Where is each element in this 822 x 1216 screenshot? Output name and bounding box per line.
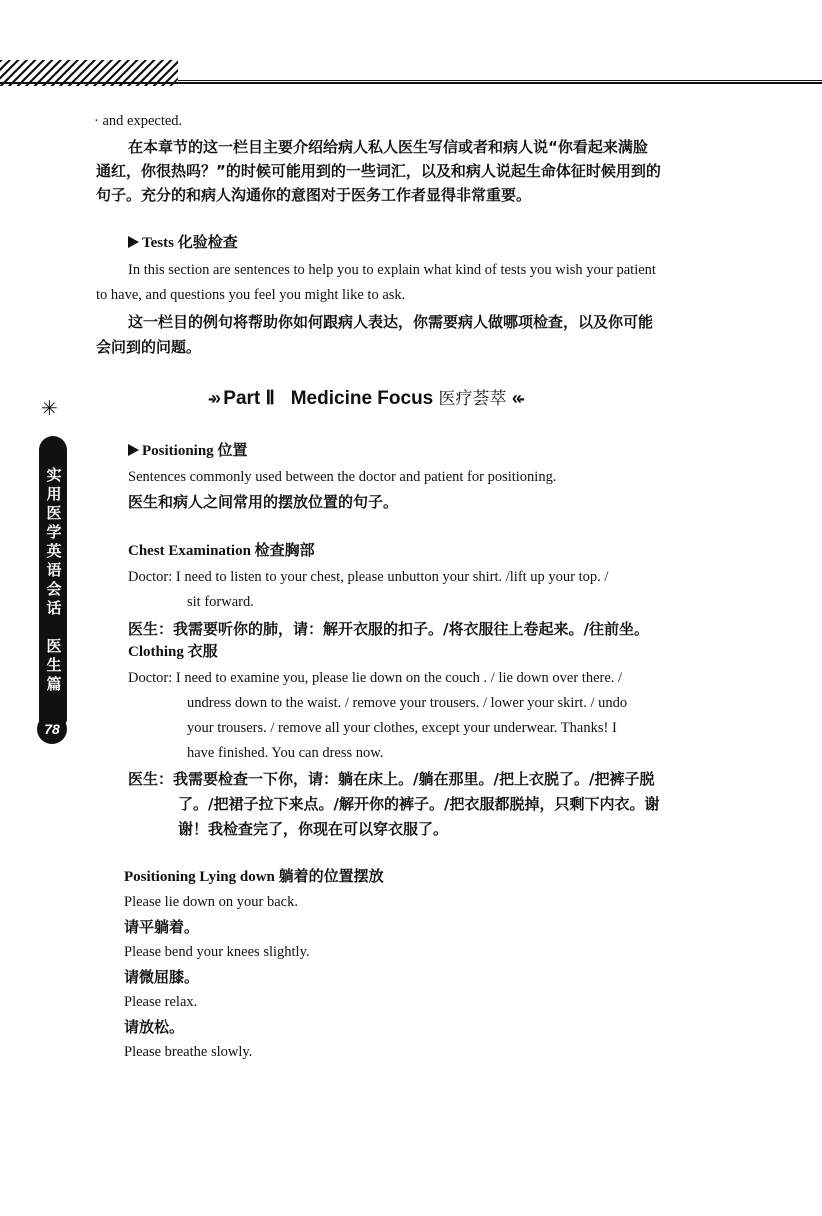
tests-en-1: In this section are sentences to help you to explain what kind of tests you wish your patient [128, 262, 656, 278]
tests-cn-2: 会问到的问题。 [96, 338, 202, 356]
clothing-cn-3: 谢！我检查完了，你现在可以穿衣服了。 [178, 820, 449, 838]
intro-line-0: · and expected. [94, 113, 183, 129]
chest-en-2: sit forward. [187, 594, 254, 610]
positioning-heading-text: Positioning 位置 [142, 443, 248, 459]
header-rule [0, 82, 822, 84]
intro-cn-1: 在本章节的这一栏目主要介绍给病人私人医生写信或者和病人说“你看起来满脸 [128, 138, 648, 156]
intro-line-0-text: and expected. [102, 113, 183, 129]
volume-title: 医生篇 [46, 637, 62, 693]
lying-item: 请平躺着。 [124, 918, 200, 936]
lying-item: Please bend your knees slightly. [124, 944, 310, 960]
triangle-bullet-icon [128, 444, 139, 456]
book-title [45, 466, 63, 694]
tests-cn-1: 这一栏目的例句将帮助你如何跟病人表达，你需要病人做哪项检查，以及你可能 [128, 313, 654, 331]
part-suffix-arrows: «- [511, 388, 522, 408]
header-rule-thin [178, 80, 822, 81]
chest-en-1: Doctor: I need to listen to your chest, please unbutton your shirt. /lift up your top. / [128, 569, 609, 585]
lying-heading: Positioning Lying down 躺着的位置摆放 [124, 869, 384, 885]
part-title-cn: 医疗荟萃 [438, 389, 507, 409]
triangle-bullet-icon [128, 236, 139, 248]
tests-en-2: to have, and questions you feel you might like to ask. [96, 287, 406, 303]
part-title: Part Ⅱ Medicine Focus [223, 388, 434, 409]
book-title-text: 实用医学英语会话 [46, 466, 62, 617]
part-heading [208, 384, 522, 410]
clothing-en-2: undress down to the waist. / remove your trousers. / lower your skirt. / undo [187, 695, 628, 711]
clothing-en-1: Doctor: I need to examine you, please lie down on the couch . / lie down over there. / [128, 670, 623, 686]
clothing-cn-2: 了。/把裙子拉下来点。/解开你的裤子。/把衣服都脱掉，只剩下内衣。谢 [178, 795, 660, 813]
intro-cn-3: 句子。充分的和病人沟通你的意图对于医务工作者显得非常重要。 [96, 186, 532, 204]
page-number: 78 [37, 714, 67, 744]
clothing-heading: Clothing 衣服 [128, 644, 218, 660]
lying-item: Please lie down on your back. [124, 894, 298, 910]
positioning-cn: 医生和病人之间常用的摆放位置的句子。 [128, 493, 399, 511]
intro-cn-2: 通红，你很热吗？”的时候可能用到的一些词汇，以及和病人说起生命体征时候用到的 [96, 162, 661, 180]
lying-item: Please breathe slowly. [124, 1044, 253, 1060]
clothing-en-3: your trousers. / remove all your clothes, except your underwear. Thanks! I [187, 720, 617, 736]
lying-item: 请放松。 [124, 1018, 185, 1036]
chest-cn: 医生：我需要听你的肺，请：解开衣服的扣子。/将衣服往上卷起来。/往前坐。 [128, 620, 649, 638]
tests-heading [128, 232, 238, 254]
lying-item: 请微屈膝。 [124, 968, 200, 986]
sparkle-icon: ✳ [41, 398, 58, 420]
lying-item: Please relax. [124, 994, 198, 1010]
clothing-en-4: have finished. You can dress now. [187, 745, 384, 761]
positioning-heading [128, 440, 247, 462]
part-prefix-arrows: -» [208, 388, 219, 408]
positioning-en: Sentences commonly used between the doctor and patient for positioning. [128, 469, 557, 485]
clothing-cn-1: 医生：我需要检查一下你，请：躺在床上。/躺在那里。/把上衣脱了。/把裤子脱 [128, 770, 655, 788]
tests-heading-text: Tests 化验检查 [142, 235, 238, 251]
chest-heading: Chest Examination 检查胸部 [128, 543, 315, 559]
